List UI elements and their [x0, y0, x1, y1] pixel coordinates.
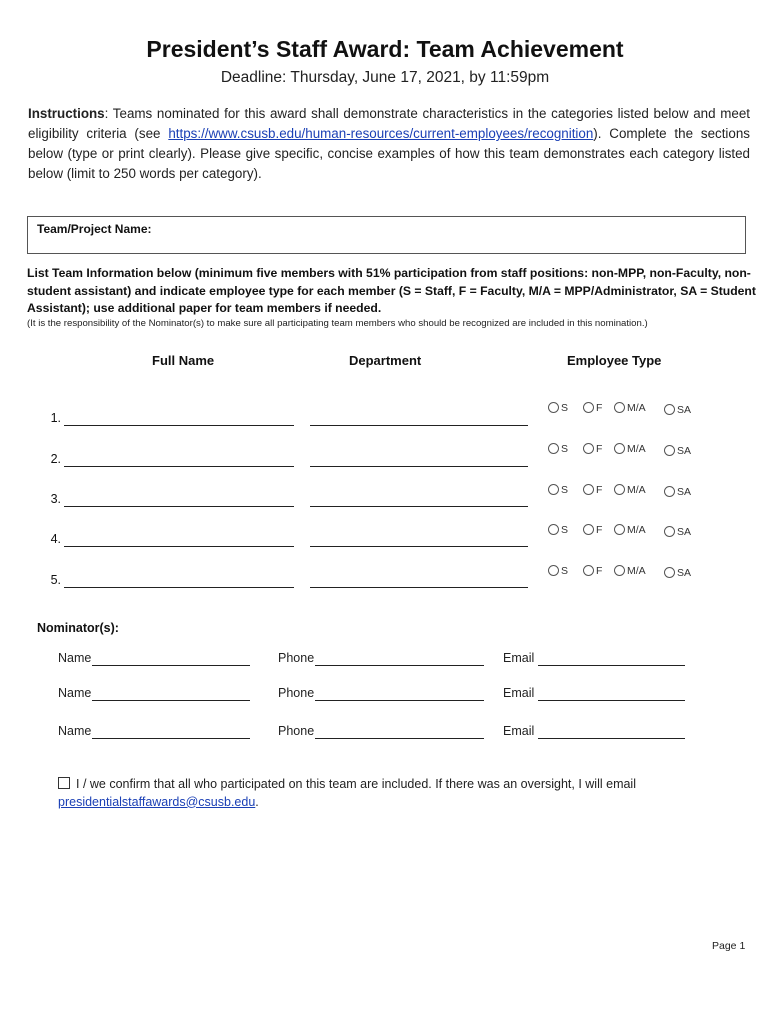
employee-type-label: F: [596, 565, 603, 577]
radio-button[interactable]: [548, 402, 559, 413]
radio-button[interactable]: [664, 526, 675, 537]
full-name-field[interactable]: [64, 546, 294, 547]
employee-type-option[interactable]: [548, 443, 568, 455]
employee-type-option[interactable]: [583, 484, 602, 496]
nominators-title: Nominator(s):: [37, 621, 119, 635]
department-field[interactable]: [310, 587, 528, 588]
radio-button[interactable]: [664, 486, 675, 497]
full-name-field[interactable]: [64, 466, 294, 467]
page-title: President’s Staff Award: Team Achievement: [146, 36, 624, 62]
nominator-name-label: Name: [58, 686, 92, 700]
employee-type-option[interactable]: [664, 486, 691, 498]
employee-type-option[interactable]: [548, 484, 568, 496]
team-project-name-field[interactable]: [27, 216, 746, 254]
row-number: 4.: [50, 532, 61, 546]
department-field[interactable]: [310, 466, 528, 467]
employee-type-option[interactable]: [583, 443, 602, 455]
employee-type-label: F: [596, 402, 603, 414]
row-number: 1.: [50, 411, 61, 425]
column-header-department: Department: [349, 353, 422, 368]
employee-type-label: SA: [677, 526, 692, 538]
employee-type-label: M/A: [627, 443, 646, 455]
radio-button[interactable]: [614, 484, 625, 495]
employee-type-option[interactable]: [614, 402, 646, 414]
nominator-phone-field[interactable]: [315, 665, 484, 666]
employee-type-option[interactable]: [548, 524, 568, 536]
confirmation-text: I / we confirm that all who participated on this team are included. If there was an oversight, I will email: [76, 777, 636, 791]
nominator-name-field[interactable]: [92, 738, 250, 739]
team-project-name-label: Team/Project Name:: [37, 222, 152, 236]
employee-type-option[interactable]: [664, 445, 691, 457]
department-field[interactable]: [310, 506, 528, 507]
employee-type-option[interactable]: [664, 526, 691, 538]
column-header-full-name: Full Name: [152, 353, 215, 368]
radio-button[interactable]: [664, 404, 675, 415]
employee-type-option[interactable]: [548, 402, 568, 414]
nominator-email-field[interactable]: [538, 700, 685, 701]
nominator-name-field[interactable]: [92, 700, 250, 701]
radio-button[interactable]: [548, 443, 559, 454]
radio-button[interactable]: [583, 484, 594, 495]
team-info-note: (It is the responsibility of the Nominator(s) to make sure all participating team members who should be recognized are included in this nomination.): [27, 318, 648, 329]
row-number: 2.: [50, 452, 61, 466]
employee-type-option[interactable]: [614, 484, 646, 496]
nominator-phone-label: Phone: [278, 651, 315, 665]
instructions-text-start: : Teams nominated for this award shall demonstrate characteristics in the categories listed below and meet eligibility criteria (see: [28, 106, 750, 141]
recognition-link[interactable]: https://www.csusb.edu/human-resources/current-employees/recognition: [168, 126, 594, 141]
employee-type-label: M/A: [627, 402, 646, 414]
confirmation-suffix: .: [255, 794, 259, 809]
radio-button[interactable]: [664, 445, 675, 456]
employee-type-label: S: [561, 443, 569, 455]
employee-type-label: SA: [677, 445, 692, 457]
nominator-phone-label: Phone: [278, 724, 315, 738]
nominator-email-label: Email: [503, 651, 535, 665]
employee-type-label: F: [596, 484, 603, 496]
employee-type-option[interactable]: [583, 524, 602, 536]
radio-button[interactable]: [614, 443, 625, 454]
department-field[interactable]: [310, 546, 528, 547]
employee-type-option[interactable]: [614, 565, 646, 577]
full-name-field[interactable]: [64, 587, 294, 588]
employee-type-option[interactable]: [583, 565, 602, 577]
confirm-checkbox[interactable]: [58, 777, 70, 789]
radio-button[interactable]: [614, 565, 625, 576]
nominator-name-label: Name: [58, 651, 92, 665]
instructions-paragraph: [28, 104, 750, 184]
award-email-link[interactable]: presidentialstaffawards@csusb.edu: [58, 794, 256, 809]
employee-type-option[interactable]: [664, 567, 691, 579]
full-name-field[interactable]: [64, 506, 294, 507]
employee-type-label: S: [561, 524, 569, 536]
radio-button[interactable]: [664, 567, 675, 578]
employee-type-option[interactable]: [664, 404, 691, 416]
radio-button[interactable]: [548, 524, 559, 535]
employee-type-label: SA: [677, 486, 692, 498]
employee-type-option[interactable]: [614, 443, 646, 455]
radio-button[interactable]: [548, 484, 559, 495]
department-field[interactable]: [310, 425, 528, 426]
employee-type-label: M/A: [627, 484, 646, 496]
instructions-label: Instructions: [28, 106, 105, 121]
nominator-name-field[interactable]: [92, 665, 250, 666]
employee-type-label: M/A: [627, 565, 646, 577]
employee-type-label: S: [561, 484, 569, 496]
page-number: Page 1: [712, 940, 746, 952]
radio-button[interactable]: [583, 565, 594, 576]
employee-type-label: F: [596, 524, 603, 536]
nominator-name-label: Name: [58, 724, 92, 738]
employee-type-label: S: [561, 402, 569, 414]
employee-type-label: F: [596, 443, 603, 455]
nominator-email-field[interactable]: [538, 665, 685, 666]
employee-type-option[interactable]: [583, 402, 602, 414]
employee-type-label: SA: [677, 567, 692, 579]
instructions-text-end: ). Complete the sections below (type or print clearly). Please give specific, concise examples of how this team demonstrates each category listed below (limit to 250 words per category).: [28, 126, 750, 181]
employee-type-label: SA: [677, 404, 692, 416]
nominator-phone-field[interactable]: [315, 700, 484, 701]
nominator-email-label: Email: [503, 724, 535, 738]
confirmation-statement: [58, 776, 738, 811]
radio-button[interactable]: [614, 524, 625, 535]
nominator-phone-label: Phone: [278, 686, 315, 700]
team-info-instructions: List Team Information below (minimum five members with 51% participation from staff positions: non-MPP, non-Faculty, non-student assistant) and indicate employee type for each member (S = Staff, F = Faculty, M/A = MPP/Administrator, SA = Student Assistant); use additional paper for team members if needed.: [27, 266, 756, 315]
row-number: 5.: [50, 573, 61, 587]
employee-type-option[interactable]: [548, 565, 568, 577]
employee-type-label: S: [561, 565, 569, 577]
row-number: 3.: [50, 492, 61, 506]
radio-button[interactable]: [583, 443, 594, 454]
nominator-email-field[interactable]: [538, 738, 685, 739]
full-name-field[interactable]: [64, 425, 294, 426]
employee-type-option[interactable]: [614, 524, 646, 536]
radio-button[interactable]: [583, 402, 594, 413]
deadline-text: Deadline: Thursday, June 17, 2021, by 11:59pm: [220, 69, 550, 86]
employee-type-label: M/A: [627, 524, 646, 536]
nominator-email-label: Email: [503, 686, 535, 700]
radio-button[interactable]: [614, 402, 625, 413]
radio-button[interactable]: [548, 565, 559, 576]
column-header-employee-type: Employee Type: [567, 353, 662, 368]
radio-button[interactable]: [583, 524, 594, 535]
nominator-phone-field[interactable]: [315, 738, 484, 739]
